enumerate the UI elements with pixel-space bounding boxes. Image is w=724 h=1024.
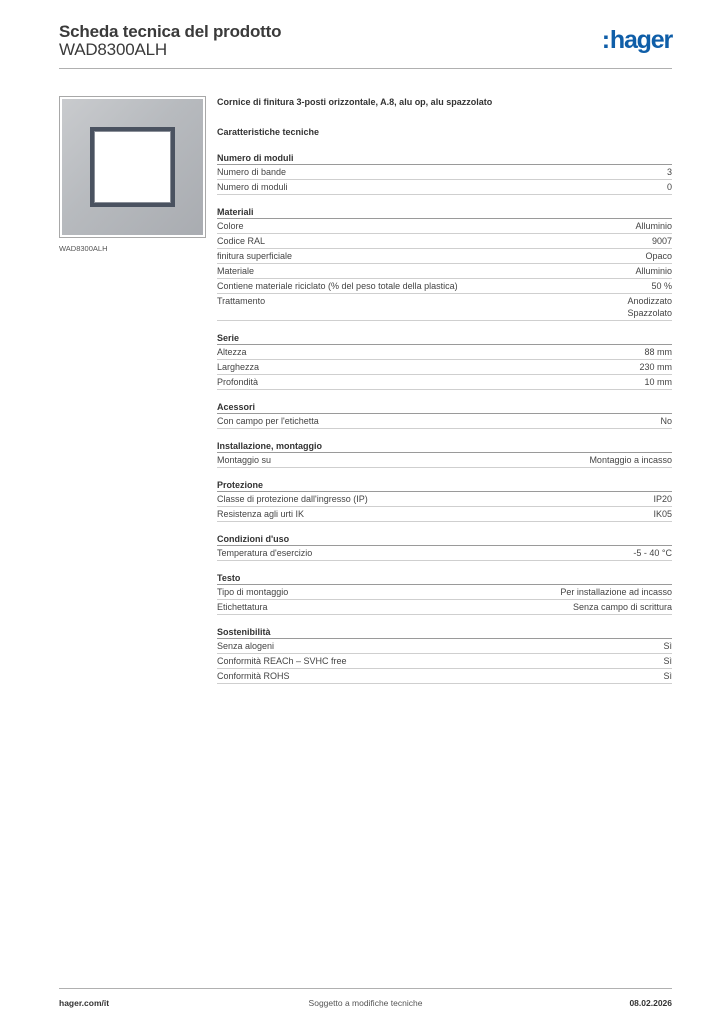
section-title: Sostenibilità [217, 626, 672, 639]
spec-value: 0 [666, 182, 672, 192]
spec-key: Tipo di montaggio [217, 587, 289, 597]
spec-value: Alluminio [635, 266, 672, 276]
spec-row [217, 453, 672, 468]
spec-row [217, 546, 672, 561]
spec-key: Numero di moduli [217, 182, 288, 192]
spec-row [217, 234, 672, 249]
spec-section [217, 533, 672, 561]
spec-section [217, 440, 672, 468]
spec-row [217, 249, 672, 264]
spec-section [217, 206, 672, 321]
spec-key: Codice RAL [217, 236, 266, 246]
spec-row [217, 669, 672, 684]
spec-value: 50 % [651, 281, 672, 291]
spec-value: 3 [666, 167, 672, 177]
spec-row [217, 654, 672, 669]
spec-value: IP20 [653, 494, 672, 504]
spec-sections [217, 152, 672, 684]
spec-row [217, 165, 672, 180]
spec-row [217, 507, 672, 522]
spec-value: 9007 [651, 236, 672, 246]
spec-value: Opaco [645, 251, 672, 261]
section-title: Serie [217, 332, 672, 345]
document-title: Scheda tecnica del prodotto [59, 22, 282, 41]
footer-website: hager.com/it [59, 998, 110, 1008]
footer-divider [59, 988, 672, 989]
spec-value: Sì [663, 656, 672, 666]
spec-value: 88 mm [644, 347, 672, 357]
spec-row [217, 600, 672, 615]
spec-key: finitura superficiale [217, 251, 293, 261]
section-title: Installazione, montaggio [217, 440, 672, 453]
spec-key: Senza alogeni [217, 641, 275, 651]
footer-disclaimer: Soggetto a modifiche tecniche [308, 998, 423, 1008]
section-title: Materiali [217, 206, 672, 219]
section-title: Numero di moduli [217, 152, 672, 165]
spec-row [217, 585, 672, 600]
spec-row [217, 294, 672, 321]
spec-key: Trattamento [217, 296, 266, 306]
spec-value: -5 - 40 °C [633, 548, 672, 558]
header-divider [59, 68, 672, 69]
product-image [59, 96, 206, 238]
spec-key: Etichettatura [217, 602, 268, 612]
spec-section [217, 626, 672, 684]
spec-content [217, 96, 672, 695]
spec-value: Sì [663, 641, 672, 651]
spec-row [217, 180, 672, 195]
spec-value: IK05 [653, 509, 672, 519]
logo-prefix: : [601, 26, 609, 54]
frame-picture [62, 99, 203, 235]
section-title: Condizioni d'uso [217, 533, 672, 546]
spec-row [217, 345, 672, 360]
image-caption: WAD8300ALH [59, 244, 108, 253]
spec-key: Montaggio su [217, 455, 272, 465]
spec-row [217, 219, 672, 234]
spec-section [217, 401, 672, 429]
spec-key: Contiene materiale riciclato (% del peso totale della plastica) [217, 281, 458, 291]
spec-value: 10 mm [644, 377, 672, 387]
spec-key: Con campo per l'etichetta [217, 416, 319, 426]
spec-value: No [660, 416, 672, 426]
spec-key: Altezza [217, 347, 247, 357]
spec-row [217, 639, 672, 654]
spec-value: Anodizzato Spazzolato [627, 296, 672, 318]
hager-logo [602, 28, 672, 53]
frame-opening [90, 127, 175, 207]
spec-row [217, 414, 672, 429]
spec-key: Conformità ROHS [217, 671, 290, 681]
spec-key: Larghezza [217, 362, 260, 372]
spec-section [217, 152, 672, 195]
page-footer [59, 998, 672, 1012]
spec-row [217, 360, 672, 375]
footer-date: 08.02.2026 [629, 998, 672, 1008]
spec-value: Alluminio [635, 221, 672, 231]
product-code-title: WAD8300ALH [59, 40, 167, 59]
logo-text: hager [609, 26, 672, 54]
spec-value: Senza campo di scrittura [572, 602, 672, 612]
spec-row [217, 264, 672, 279]
spec-key: Classe di protezione dall'ingresso (IP) [217, 494, 368, 504]
section-title: Protezione [217, 479, 672, 492]
spec-value: Montaggio a incasso [589, 455, 672, 465]
spec-key: Profondità [217, 377, 259, 387]
spec-row [217, 279, 672, 294]
spec-key: Materiale [217, 266, 255, 276]
spec-section [217, 332, 672, 390]
spec-key: Temperatura d'esercizio [217, 548, 313, 558]
spec-key: Conformità REACh – SVHC free [217, 656, 347, 666]
spec-section [217, 479, 672, 522]
page-header [59, 20, 672, 70]
spec-row [217, 375, 672, 390]
spec-value: 230 mm [639, 362, 672, 372]
spec-value: Sì [663, 671, 672, 681]
spec-key: Resistenza agli urti IK [217, 509, 305, 519]
section-title: Acessori [217, 401, 672, 414]
spec-key: Numero di bande [217, 167, 287, 177]
spec-row [217, 492, 672, 507]
tech-characteristics-heading: Caratteristiche tecniche [217, 127, 320, 137]
spec-value: Per installazione ad incasso [560, 587, 672, 597]
section-title: Testo [217, 572, 672, 585]
spec-section [217, 572, 672, 615]
product-description: Cornice di finitura 3-posti orizzontale, A.8, alu op, alu spazzolato [217, 97, 493, 107]
spec-key: Colore [217, 221, 244, 231]
